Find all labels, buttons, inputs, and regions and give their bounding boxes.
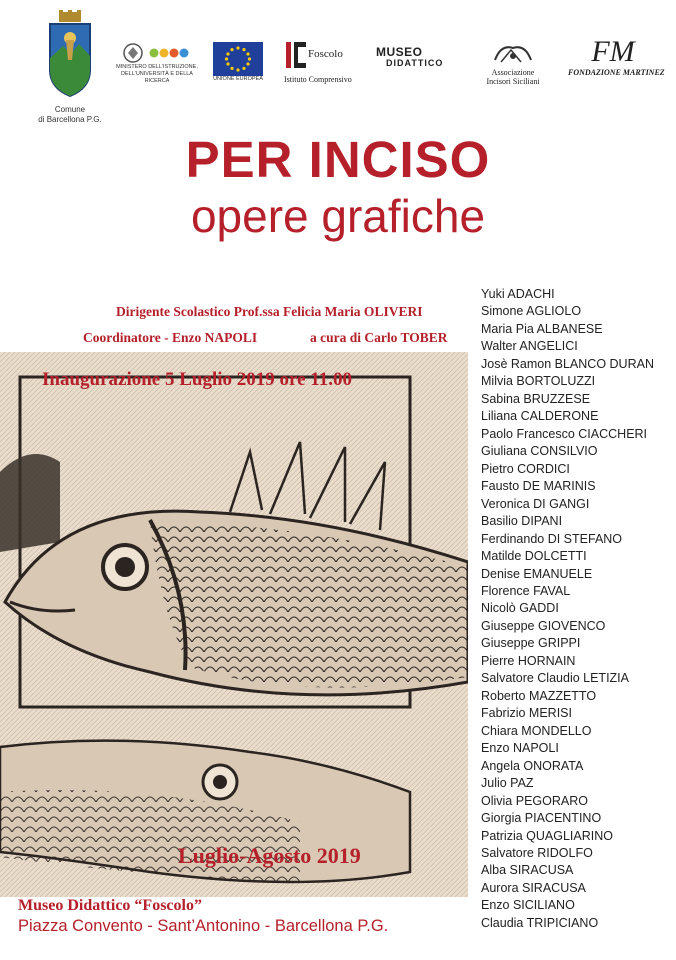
- artist-name: Denise EMANUELE: [481, 566, 593, 581]
- artist-name: Enzo NAPOLI: [481, 741, 559, 756]
- artist-name: Roberto MAZZETTO: [481, 688, 597, 703]
- venue-name: Museo Didattico “Foscolo”: [18, 897, 202, 914]
- artist-name: Josè Ramon BLANCO DURAN: [481, 356, 654, 371]
- eu-logo: [210, 42, 266, 83]
- exhibition-subtitle: opere grafiche: [190, 190, 486, 242]
- artwork-etching: [0, 352, 468, 897]
- museo-logo-line-2: DIDATTICO: [386, 58, 444, 68]
- comune-caption-1: Comune: [54, 105, 86, 114]
- museo-logo-line-1: MUSEO: [376, 45, 423, 59]
- artist-name: Pierre HORNAIN: [481, 653, 576, 668]
- artist-name: Giuseppe GIOVENCO: [481, 618, 606, 633]
- exhibition-dates: Luglio-Agosto 2019: [178, 843, 361, 868]
- museo-didattico-logo: [376, 46, 454, 69]
- artist-name: Ferdinando DI STEFANO: [481, 531, 623, 546]
- artist-name: Yuki ADACHI: [481, 287, 555, 301]
- artist-name: Sabina BRUZZESE: [481, 391, 591, 406]
- artist-name: Veronica DI GANGI: [481, 496, 590, 511]
- miur-logo: [112, 42, 202, 85]
- artist-name: Basilio DIPANI: [481, 514, 563, 529]
- artist-name: Claudia TRIPICIANO: [481, 915, 599, 930]
- artist-name: Salvatore Claudio LETIZIA: [481, 671, 629, 686]
- artist-list: [481, 286, 654, 932]
- exhibition-title: PER INCISO: [185, 131, 491, 188]
- artist-name: Fabrizio MERISI: [481, 706, 572, 721]
- incisori-mark-icon: [491, 40, 535, 68]
- foscolo-logo: [284, 40, 364, 84]
- artist-name: Giuseppe GRIPPI: [481, 636, 581, 651]
- artist-name: Florence FAVAL: [481, 583, 571, 598]
- artist-name: Enzo SICILIANO: [481, 898, 575, 913]
- artist-name: Walter ANGELICI: [481, 339, 578, 354]
- foscolo-caption: Istituto Comprensivo: [284, 75, 352, 84]
- eu-caption: UNIONE EUROPEA: [213, 76, 263, 82]
- comune-logo: [30, 10, 110, 125]
- artist-name: Julio PAZ: [481, 776, 534, 791]
- artist-name: Pietro CORDICI: [481, 461, 570, 476]
- artist-name: Chiara MONDELLO: [481, 723, 592, 738]
- artist-name: Angela ONORATA: [481, 758, 584, 773]
- miur-caption-2: DELL'UNIVERSITÀ E DELLA RICERCA: [121, 71, 193, 84]
- fish-etching-image: [0, 352, 468, 897]
- comune-crest-icon: [45, 10, 95, 100]
- artist-name: Nicolò GADDI: [481, 601, 559, 616]
- incisori-logo: [468, 40, 558, 86]
- inauguration-text: Inaugurazione 5 Luglio 2019 ore 11.00: [42, 369, 353, 390]
- miur-emblem-icon: [122, 42, 192, 64]
- artist-name: Giuliana CONSILVIO: [481, 444, 598, 459]
- artist-name: Patrizia QUAGLIARINO: [481, 828, 613, 843]
- venue-address: Piazza Convento - Sant’Antonino - Barcellona P.G.: [18, 917, 389, 935]
- eu-flag-icon: [213, 42, 263, 76]
- credit-curatore: a cura di Carlo TOBER: [310, 330, 448, 345]
- artist-name: Liliana CALDERONE: [481, 409, 599, 424]
- credit-coordinatore: Coordinatore - Enzo NAPOLI: [83, 330, 258, 345]
- artist-name: Aurora SIRACUSA: [481, 880, 586, 895]
- foscolo-name: Foscolo: [308, 48, 343, 60]
- fondazione-martinez-logo: [568, 35, 665, 77]
- artist-name: Alba SIRACUSA: [481, 863, 574, 878]
- martinez-caption: FONDAZIONE MARTINEZ: [568, 68, 665, 77]
- credit-dirigente: Dirigente Scolastico Prof.ssa Felicia Maria OLIVERI: [116, 304, 423, 319]
- miur-caption-1: MINISTERO DELL'ISTRUZIONE,: [116, 64, 198, 70]
- artist-name: Paolo Francesco CIACCHERI: [481, 426, 648, 441]
- comune-caption-2: di Barcellona P.G.: [38, 115, 102, 124]
- incisori-caption-2: Incisori Siciliani: [486, 77, 540, 86]
- artist-name: Simone AGLIOLO: [481, 304, 582, 319]
- artist-name: Maria Pia ALBANESE: [481, 321, 603, 336]
- artist-name: Giorgia PIACENTINO: [481, 811, 602, 826]
- artist-name: Olivia PEGORARO: [481, 793, 588, 808]
- artist-name: Fausto DE MARINIS: [481, 479, 596, 494]
- artist-name: Salvatore RIDOLFO: [481, 846, 593, 860]
- artist-name: Matilde DOLCETTI: [481, 549, 587, 564]
- martinez-monogram: FM: [591, 35, 635, 68]
- incisori-caption-1: Associazione: [491, 68, 535, 77]
- artist-name: Milvia BORTOLUZZI: [481, 374, 596, 389]
